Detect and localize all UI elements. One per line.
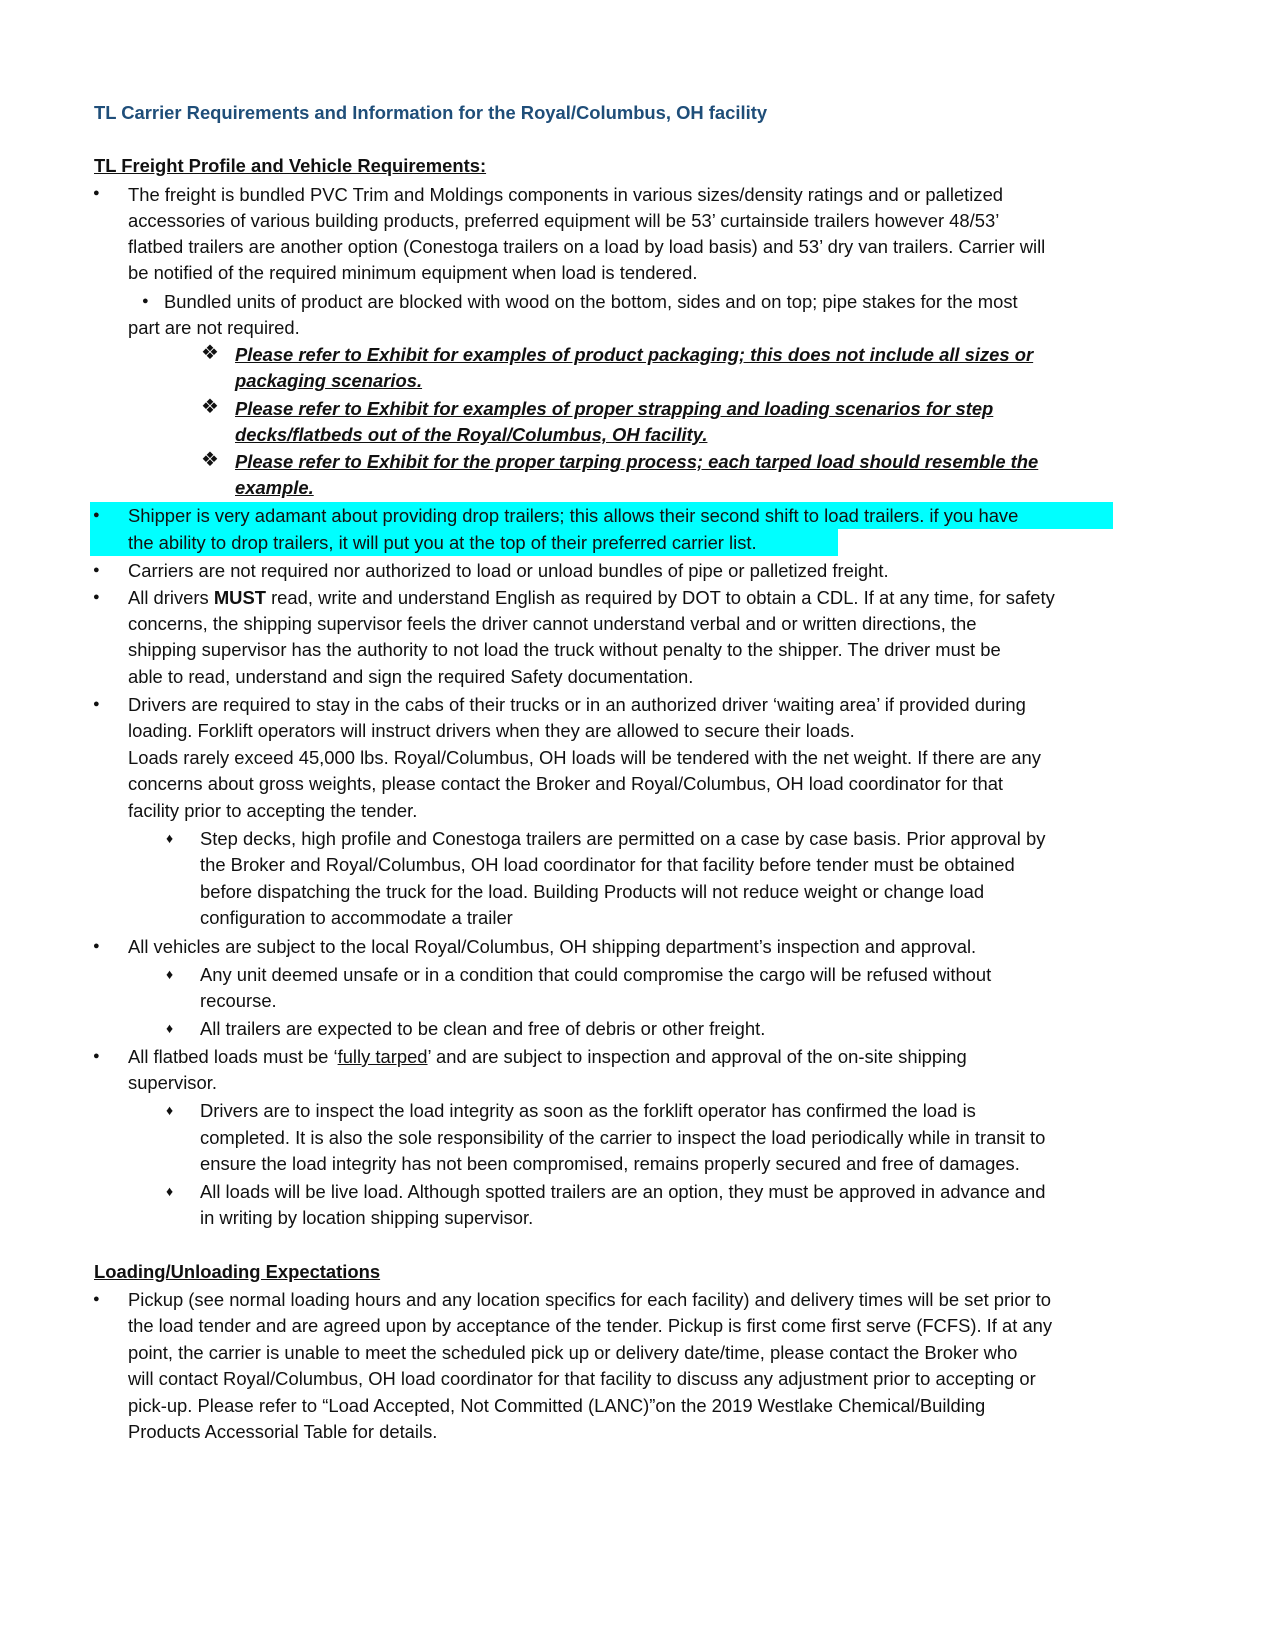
- document-title: TL Carrier Requirements and Information for the Royal/Columbus, OH facility: [94, 102, 768, 123]
- drop-trailers-line: the ability to drop trailers, it will put you at the top of their preferred carrier list.: [128, 532, 757, 553]
- drivers-cabs-line: loading. Forklift operators will instruct drivers when they are allowed to secure their loads.: [128, 720, 855, 741]
- fully-tarped-line: [128, 1043, 967, 1070]
- pickup-line: pick-up. Please refer to “Load Accepted, Not Committed (LANC)”on the 2019 Westlake Chemical/Building: [128, 1395, 986, 1416]
- step-decks-line: Step decks, high profile and Conestoga trailers are permitted on a case by case basis. Prior approval by: [200, 828, 1046, 849]
- bullet-icon: ●: [93, 1050, 100, 1062]
- exhibit-strapping-line: decks/flatbeds out of the Royal/Columbus, OH facility.: [235, 424, 708, 445]
- exhibit-strapping-line: Please refer to Exhibit for examples of proper strapping and loading scenarios for step: [235, 398, 994, 419]
- bullet-icon: ●: [93, 591, 100, 603]
- drivers-cabs-line: Drivers are required to stay in the cabs of their trucks or in an authorized driver ‘waiting area’ if provided during: [128, 694, 1026, 715]
- star-bullet-icon: ❖: [201, 342, 219, 364]
- diamond-bullet-icon: ♦: [166, 966, 174, 982]
- load-weight-line: facility prior to accepting the tender.: [128, 800, 418, 821]
- drivers-english-line: concerns, the shipping supervisor feels the driver cannot understand verbal and or written directions, the: [128, 613, 977, 634]
- unsafe-unit-line: Any unit deemed unsafe or in a condition that could compromise the cargo will be refused without: [200, 964, 992, 985]
- bullet-icon: ●: [93, 509, 100, 521]
- text-run: ’ and are subject to inspection and approval of the on-site shipping: [427, 1046, 967, 1067]
- clean-trailers-line: All trailers are expected to be clean and free of debris or other freight.: [200, 1018, 766, 1039]
- drop-trailers-line: Shipper is very adamant about providing drop trailers; this allows their second shift to load trailers. if you have: [128, 505, 1019, 526]
- live-load-line: All loads will be live load. Although spotted trailers are an option, they must be approved in advance and: [200, 1181, 1046, 1202]
- pickup-line: the load tender and are agreed upon by acceptance of the tender. Pickup is first come first serve (FCFS). If at any: [128, 1315, 1053, 1336]
- step-decks-line: before dispatching the truck for the load. Building Products will not reduce weight or change load: [200, 881, 985, 902]
- text-run: ‘: [333, 1046, 338, 1067]
- star-bullet-icon: ❖: [201, 396, 219, 418]
- bullet-icon: ●: [142, 295, 149, 307]
- pickup-line: Products Accessorial Table for details.: [128, 1421, 438, 1442]
- exhibit-tarping-line: example.: [235, 477, 314, 498]
- diamond-bullet-icon: ♦: [166, 830, 174, 846]
- step-decks-line: the Broker and Royal/Columbus, OH load coordinator for that facility before tender must be obtained: [200, 854, 1015, 875]
- fully-tarped-line: supervisor.: [128, 1072, 217, 1093]
- drivers-english-line: able to read, understand and sign the required Safety documentation.: [128, 666, 694, 687]
- diamond-bullet-icon: ♦: [166, 1183, 174, 1199]
- drivers-english-line: [128, 584, 1055, 611]
- exhibit-packaging-line: Please refer to Exhibit for examples of product packaging; this does not include all sizes or: [235, 344, 1034, 365]
- text-run: All flatbed loads must be: [128, 1046, 334, 1067]
- carriers-not-authorized-line: Carriers are not required nor authorized to load or unload bundles of pipe or palletized freight.: [128, 560, 889, 581]
- bundled-units-line: Bundled units of product are blocked with wood on the bottom, sides and on top; pipe stakes for the most: [164, 291, 1018, 312]
- pickup-line: Pickup (see normal loading hours and any location specifics for each facility) and delivery times will be set prior to: [128, 1289, 1052, 1310]
- star-bullet-icon: ❖: [201, 449, 219, 471]
- diamond-bullet-icon: ♦: [166, 1020, 174, 1036]
- step-decks-line: configuration to accommodate a trailer: [200, 907, 513, 928]
- freight-profile-line: be notified of the required minimum equipment when load is tendered.: [128, 262, 698, 283]
- load-integrity-line: ensure the load integrity has not been compromised, remains properly secured and free of damages.: [200, 1153, 1020, 1174]
- fully-tarped-underline: fully tarped: [337, 1046, 428, 1067]
- bullet-icon: ●: [93, 698, 100, 710]
- load-weight-line: Loads rarely exceed 45,000 lbs. Royal/Columbus, OH loads will be tendered with the net weight. If there are any: [128, 747, 1041, 768]
- pickup-line: point, the carrier is unable to meet the scheduled pick up or delivery date/time, please contact the Broker who: [128, 1342, 1018, 1363]
- freight-profile-line: accessories of various building products, preferred equipment will be 53’ curtainside trailers however 48/53’: [128, 210, 1000, 231]
- bullet-icon: ●: [93, 187, 100, 199]
- vehicle-inspection-line: All vehicles are subject to the local Royal/Columbus, OH shipping department’s inspection and approval.: [128, 936, 977, 957]
- drivers-english-line: shipping supervisor has the authority to not load the truck without penalty to the shipper. The driver must be: [128, 639, 1001, 660]
- freight-profile-line: flatbed trailers are another option (Conestoga trailers on a load by load basis) and 53’ dry van trailers. Carrier will: [128, 236, 1046, 257]
- live-load-line: in writing by location shipping supervisor.: [200, 1207, 534, 1228]
- text-run: All drivers: [128, 587, 214, 608]
- bullet-icon: ●: [93, 564, 100, 576]
- load-weight-line: concerns about gross weights, please contact the Broker and Royal/Columbus, OH load coordinator for that: [128, 773, 1004, 794]
- text-run: read, write and understand English as required by DOT to obtain a CDL. If at any time, for safety: [265, 587, 1055, 608]
- unsafe-unit-line: recourse.: [200, 990, 277, 1011]
- load-integrity-line: completed. It is also the sole responsibility of the carrier to inspect the load periodically while in transit to: [200, 1127, 1046, 1148]
- section-heading-loading-expectations: Loading/Unloading Expectations: [94, 1261, 381, 1282]
- freight-profile-line: The freight is bundled PVC Trim and Moldings components in various sizes/density ratings and or palletized: [128, 184, 1004, 205]
- exhibit-tarping-line: Please refer to Exhibit for the proper tarping process; each tarped load should resemble the: [235, 451, 1039, 472]
- pickup-line: will contact Royal/Columbus, OH load coordinator for that facility to discuss any adjustment prior to accepting or: [128, 1368, 1036, 1389]
- bullet-icon: ●: [93, 940, 100, 952]
- bundled-units-line: part are not required.: [128, 317, 300, 338]
- must-emphasis: MUST: [213, 587, 266, 608]
- bullet-icon: ●: [93, 1293, 100, 1305]
- exhibit-packaging-line: packaging scenarios.: [235, 370, 423, 391]
- load-integrity-line: Drivers are to inspect the load integrity as soon as the forklift operator has confirmed the load is: [200, 1100, 976, 1121]
- diamond-bullet-icon: ♦: [166, 1102, 174, 1118]
- section-heading-freight-profile: TL Freight Profile and Vehicle Requirements:: [94, 155, 487, 176]
